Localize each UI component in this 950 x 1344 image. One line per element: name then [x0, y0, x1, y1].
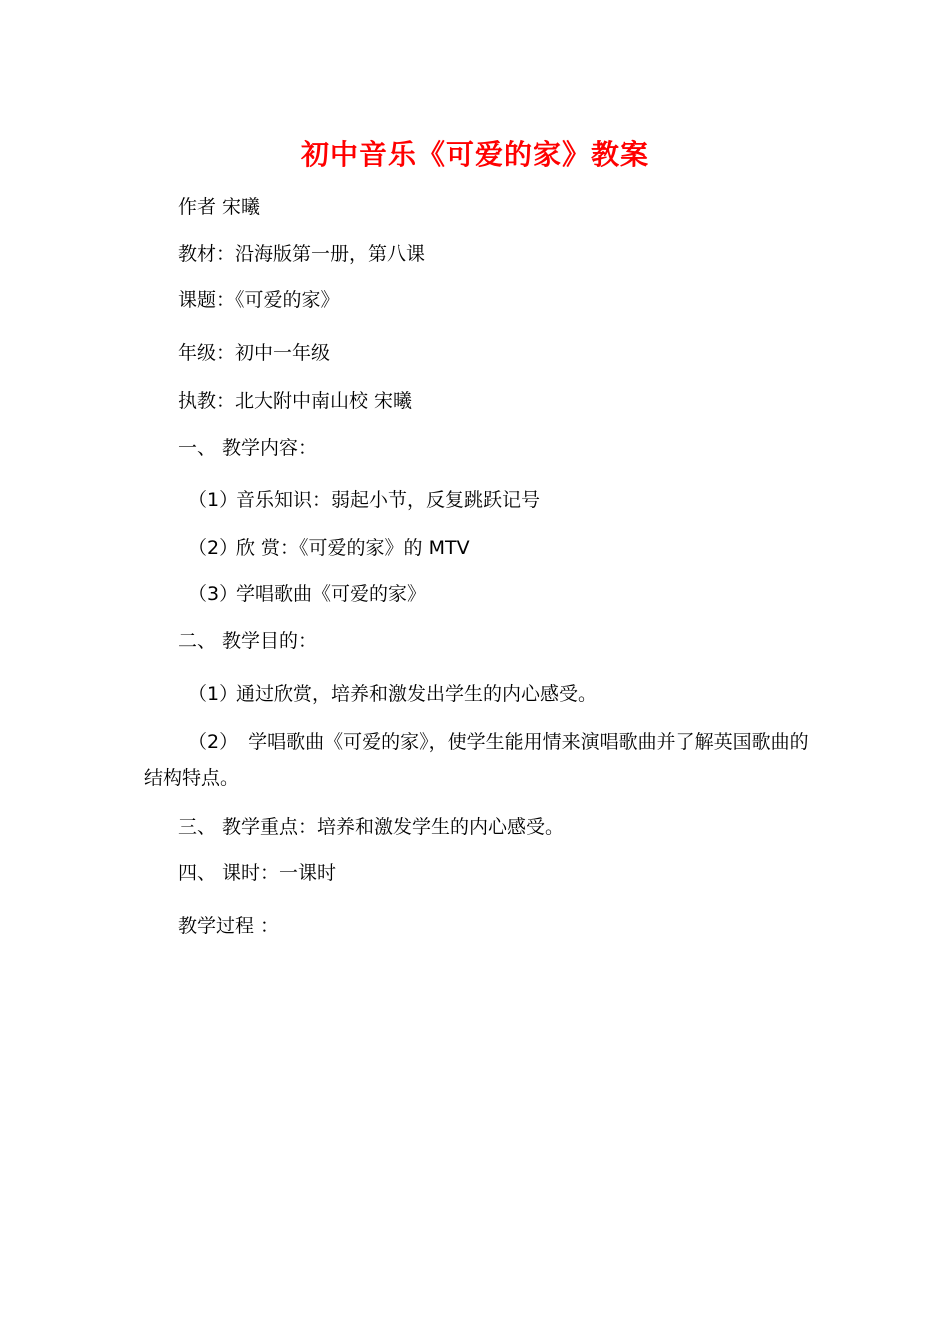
topic-line: 课题：《可爱的家》	[178, 289, 340, 311]
list-item-number: （3）	[188, 583, 239, 605]
list-item-text: 通过欣赏，培养和激发出学生的内心感受。	[236, 683, 598, 705]
section-class-hours	[178, 860, 336, 886]
process-heading: 教学过程 ：	[178, 915, 280, 937]
document-title: 初中音乐《可爱的家》教案	[300, 138, 649, 171]
section-heading-objectives	[178, 628, 317, 654]
list-item-text: 音乐知识：弱起小节，反复跳跃记号	[236, 489, 541, 511]
section-text: 教学重点：培养和激发学生的内心感受。	[222, 816, 565, 838]
section-number: 一、	[178, 437, 217, 459]
list-item-text: 欣 赏：《可爱的家》的 MTV	[236, 537, 470, 559]
list-item-text: 学唱歌曲《可爱的家》，使学生能用情来演唱歌曲并了解英国歌曲的结构特点。	[144, 731, 809, 789]
list-item-wrapped	[144, 724, 814, 796]
section-number: 三、	[178, 816, 217, 838]
list-item	[188, 535, 470, 561]
teacher-line: 执教：北大附中南山校 宋曦	[178, 390, 413, 412]
section-number: 四、	[178, 862, 217, 884]
list-item-number: （1）	[188, 683, 239, 705]
list-item	[188, 581, 426, 607]
list-item-number: （1）	[188, 489, 239, 511]
list-item-number: （2）	[188, 731, 239, 753]
list-item-number: （2）	[188, 537, 239, 559]
textbook-line: 教材：沿海版第一册，第八课	[178, 243, 426, 265]
list-item	[188, 681, 597, 707]
section-number: 二、	[178, 630, 217, 652]
list-item	[188, 487, 540, 513]
list-item-text: 学唱歌曲《可爱的家》	[236, 583, 427, 605]
section-text: 课时：一课时	[222, 862, 337, 884]
section-heading-content	[178, 435, 317, 461]
section-heading-text: 教学内容：	[222, 437, 318, 459]
section-heading-text: 教学目的：	[222, 630, 318, 652]
grade-line: 年级：初中一年级	[178, 342, 331, 364]
author-line: 作者 宋曦	[178, 196, 261, 218]
section-key-points	[178, 814, 564, 840]
